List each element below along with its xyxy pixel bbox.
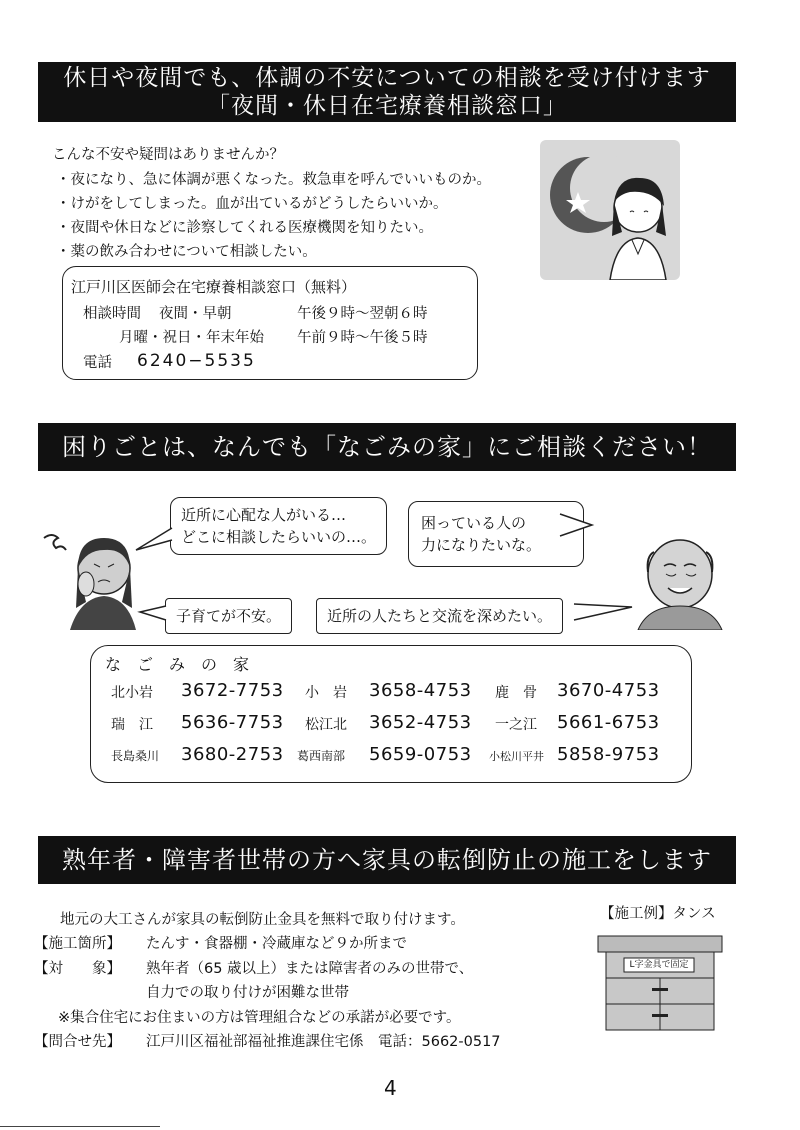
nagomi-area: 北小岩 [111, 685, 153, 701]
target-label: 【対 象】 [34, 961, 121, 977]
section1-title-line2: 「夜間・休日在宅療養相談窓口」 [207, 93, 567, 119]
contact-label: 【問合せ先】 [34, 1034, 121, 1050]
nagomi-phone: 5661-6753 [557, 712, 660, 733]
section1-bullet-3: ・夜間や休日などに診察してくれる医療機関を知りたい。 [56, 220, 433, 236]
bubble4-text: 近所の人たちと交流を深めたい。 [327, 607, 553, 625]
nagomi-phone: 5858-9753 [557, 744, 660, 765]
place-text: たんす・食器棚・冷蔵庫など９か所まで [146, 936, 407, 952]
nagomi-entry [111, 682, 153, 702]
hours2-days: 月曜・祝日・年末年始 [119, 330, 264, 346]
nagomi-phone: 5659-0753 [369, 744, 472, 765]
cabinet-illustration [596, 928, 726, 1032]
nagomi-entry [489, 746, 544, 764]
bubble3-text: 子育てが不安。 [176, 607, 282, 625]
section3-title: 熟年者・障害者世帯の方へ家具の転倒防止の施工をします [62, 846, 712, 874]
bubble2-line2: 力になりたいな。 [421, 536, 542, 554]
bubble2-line1: 困っている人の [421, 514, 527, 532]
cabinet-image-label: L字金具で固定 [629, 960, 689, 970]
nagomi-area: 瑞 江 [111, 717, 153, 733]
nagomi-phone: 3670-4753 [557, 680, 660, 701]
bubble1-line2: どこに相談したらいいの…。 [181, 528, 377, 546]
section3-note: ※集合住宅にお住まいの方は管理組合などの承諾が必要です。 [58, 1010, 461, 1026]
nagomi-area: 松江北 [305, 717, 347, 733]
nagomi-entry [305, 682, 347, 702]
nagomi-entry [305, 714, 347, 734]
nagomi-entry [111, 714, 153, 734]
section1-intro: こんな不安や疑問はありませんか？ [52, 147, 284, 163]
nagomi-phone: 3658-4753 [369, 680, 472, 701]
nagomi-area: 長島桑川 [111, 749, 160, 763]
place-label: 【施工箇所】 [34, 936, 121, 952]
section3-title-banner [38, 836, 736, 884]
phone-label: 電話 [83, 355, 112, 371]
section1-bullet-1: ・夜になり、急に体調が悪くなった。救急車を呼んでいいものか。 [56, 172, 491, 188]
nagomi-phone: 3680-2753 [181, 744, 284, 765]
nagomi-entry [297, 746, 345, 764]
section1-title-line1: 休日や夜間でも、体調の不安についての相談を受け付けます [63, 65, 711, 91]
nagomi-phone: 3672-7753 [181, 680, 284, 701]
contact-text: 江戸川区福祉部福祉推進課住宅係 電話：5662-0517 [146, 1034, 501, 1050]
nagomi-area: 一之江 [495, 717, 537, 733]
nagomi-entry [495, 682, 537, 702]
hours1-days: 夜間・早朝 [159, 306, 232, 322]
target-text2: 自力での取り付けが困難な世帯 [146, 985, 349, 1001]
hours1-time: 午後９時～翌朝６時 [297, 306, 428, 322]
consultation-phone: 6240−5535 [137, 351, 256, 371]
section1-bullet-2: ・けがをしてしまった。血が出ているがどうしたらいいか。 [56, 196, 448, 212]
nagomi-house-box [90, 645, 692, 783]
nagomi-entry [111, 746, 159, 764]
section2-title: 困りごとは、なんでも「なごみの家」にご相談ください！ [62, 433, 712, 461]
nagomi-area: 葛西南部 [297, 749, 346, 763]
nagomi-entry [495, 714, 537, 734]
nagomi-area: 鹿 骨 [495, 685, 537, 701]
example-label: 【施工例】タンス [600, 906, 716, 922]
page-number: 4 [384, 1076, 397, 1100]
hours-label: 相談時間 [83, 306, 141, 322]
bubble1-line1: 近所に心配な人がいる… [181, 506, 347, 524]
nagomi-area: 小松川平井 [489, 750, 544, 763]
nagomi-phone: 5636-7753 [181, 712, 284, 733]
section3-line1: 地元の大工さんが家具の転倒防止金具を無料で取り付けます。 [60, 912, 465, 928]
hours2-time: 午前９時～午後５時 [297, 330, 428, 346]
nagomi-area: 小 岩 [305, 685, 347, 701]
section1-bullet-4: ・薬の飲み合わせについて相談したい。 [56, 244, 317, 260]
target-text1: 熟年者（65 歳以上）または障害者のみの世帯で、 [146, 961, 474, 977]
footer-rule [0, 1126, 160, 1127]
nagomi-phone: 3652-4753 [369, 712, 472, 733]
consultation-box-title: 江戸川区医師会在宅療養相談窓口（無料） [71, 278, 357, 296]
nagomi-box-title: な ご み の 家 [105, 655, 250, 674]
